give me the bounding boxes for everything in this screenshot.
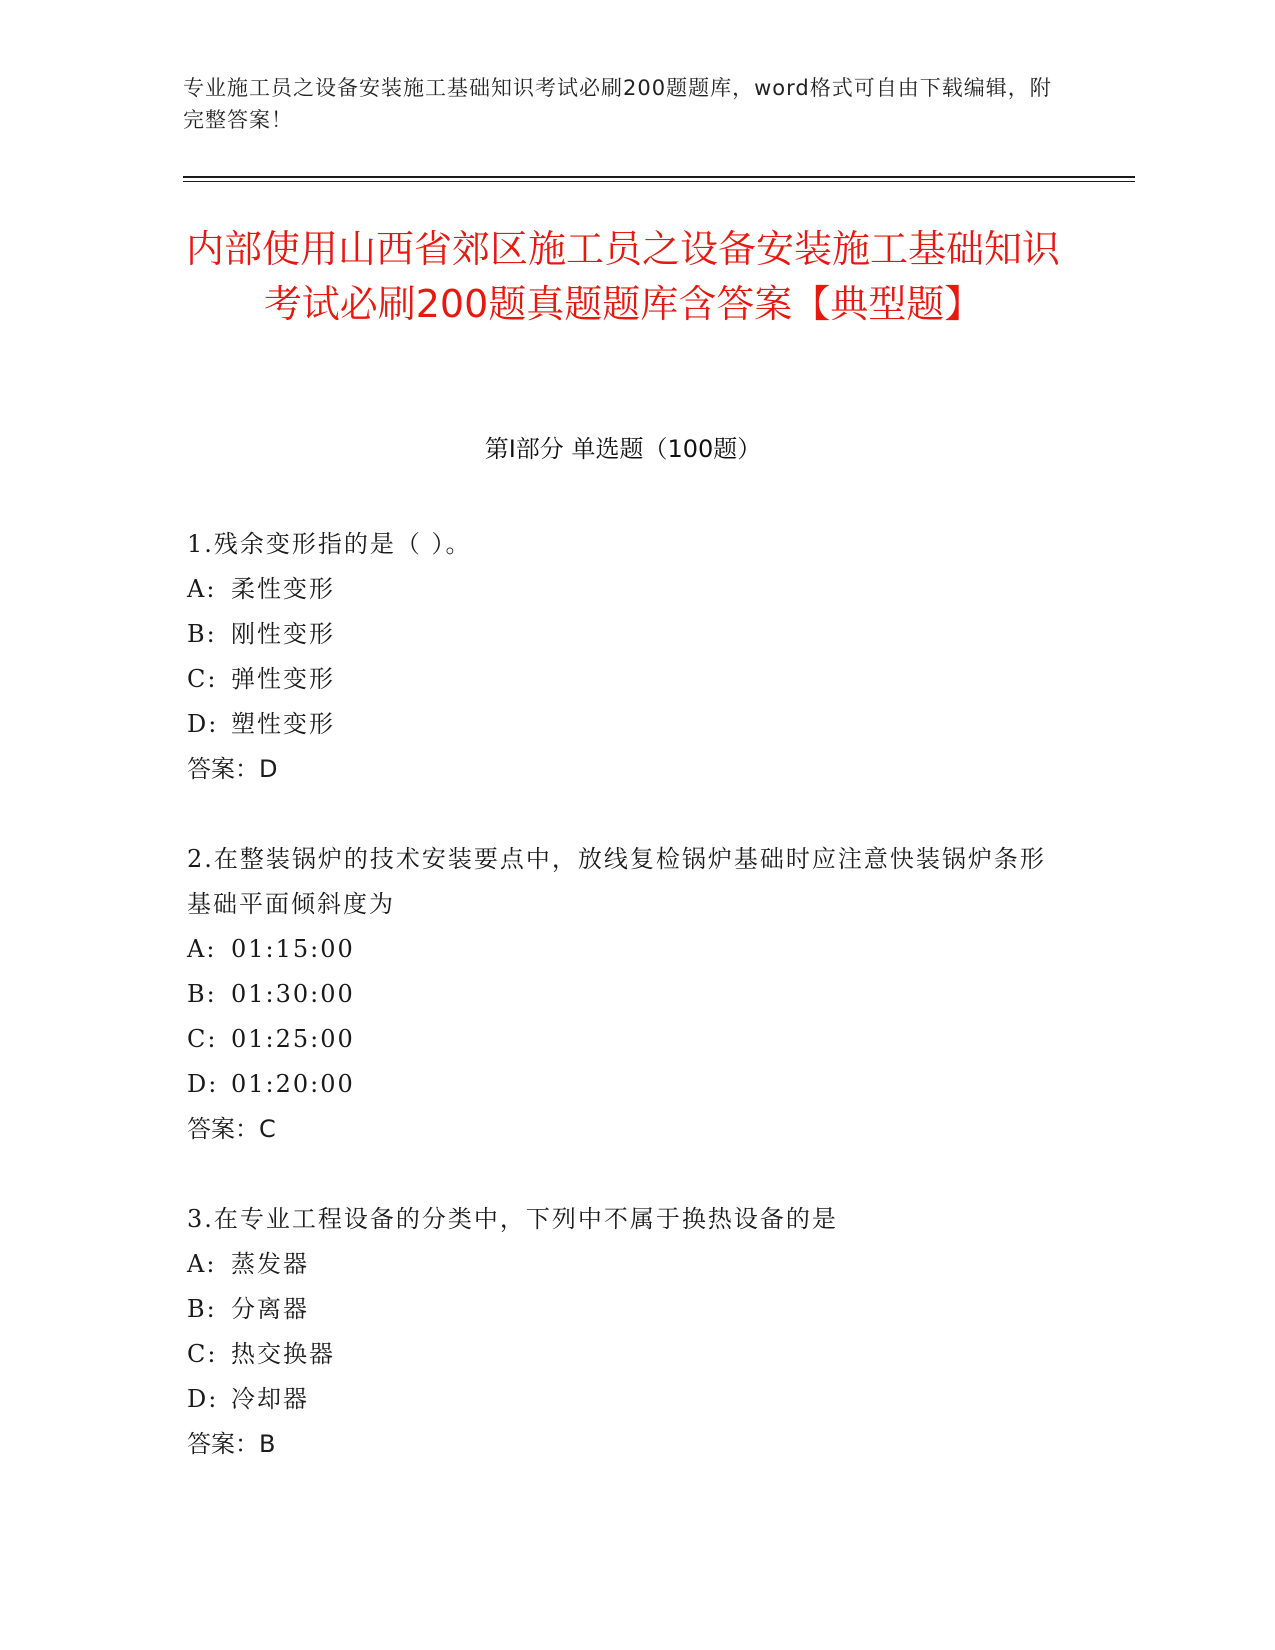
option-key: A: — [187, 575, 217, 603]
question-stem: 1.残余变形指的是（ ）。 — [187, 530, 472, 558]
option-d — [187, 1377, 1067, 1422]
option-key: A: — [187, 1250, 217, 1278]
option-text: 刚性变形 — [231, 620, 335, 648]
header-divider-thin — [183, 181, 1135, 182]
answer-line: 答案：D — [187, 755, 278, 783]
option-c — [187, 1332, 1067, 1377]
option-b — [187, 612, 1067, 657]
option-text: 01:15:00 — [231, 935, 355, 963]
header-divider-thick — [183, 176, 1135, 178]
question-2 — [187, 837, 1067, 1152]
option-a — [187, 927, 1067, 972]
option-text: 弹性变形 — [231, 665, 335, 693]
option-a — [187, 1242, 1067, 1287]
answer-line: 答案：C — [187, 1115, 276, 1143]
option-text: 01:30:00 — [231, 980, 355, 1008]
question-1 — [187, 522, 1067, 792]
header-note: 专业施工员之设备安装施工基础知识考试必刷200题题库，word格式可自由下载编辑，附完整答案！ — [183, 76, 1052, 132]
option-text: 冷却器 — [231, 1385, 309, 1413]
document-title: 内部使用山西省郊区施工员之设备安装施工基础知识考试必刷200题真题题库含答案【典型题】 — [185, 227, 1060, 326]
option-text: 塑性变形 — [231, 710, 335, 738]
section-title: 第I部分 单选题（100题） — [484, 435, 762, 463]
option-text: 柔性变形 — [231, 575, 335, 603]
option-key: C: — [187, 1340, 218, 1368]
option-key: B: — [187, 620, 217, 648]
option-key: C: — [187, 665, 218, 693]
option-key: B: — [187, 1295, 217, 1323]
option-key: D: — [187, 710, 219, 738]
option-b — [187, 972, 1067, 1017]
option-c — [187, 657, 1067, 702]
option-key: D: — [187, 1385, 219, 1413]
question-stem: 3.在专业工程设备的分类中，下列中不属于换热设备的是 — [187, 1205, 838, 1233]
option-d — [187, 702, 1067, 747]
option-key: B: — [187, 980, 217, 1008]
option-c — [187, 1017, 1067, 1062]
question-stem: 2.在整装锅炉的技术安装要点中，放线复检锅炉基础时应注意快装锅炉条形基础平面倾斜度为 — [187, 845, 1046, 918]
option-text: 01:25:00 — [231, 1025, 355, 1053]
option-text: 分离器 — [231, 1295, 309, 1323]
option-text: 热交换器 — [231, 1340, 335, 1368]
option-key: C: — [187, 1025, 218, 1053]
option-b — [187, 1287, 1067, 1332]
option-a — [187, 567, 1067, 612]
option-key: D: — [187, 1070, 219, 1098]
answer-line: 答案：B — [187, 1430, 276, 1458]
option-key: A: — [187, 935, 217, 963]
option-d — [187, 1062, 1067, 1107]
question-3 — [187, 1197, 1067, 1467]
option-text: 蒸发器 — [231, 1250, 309, 1278]
option-text: 01:20:00 — [231, 1070, 355, 1098]
